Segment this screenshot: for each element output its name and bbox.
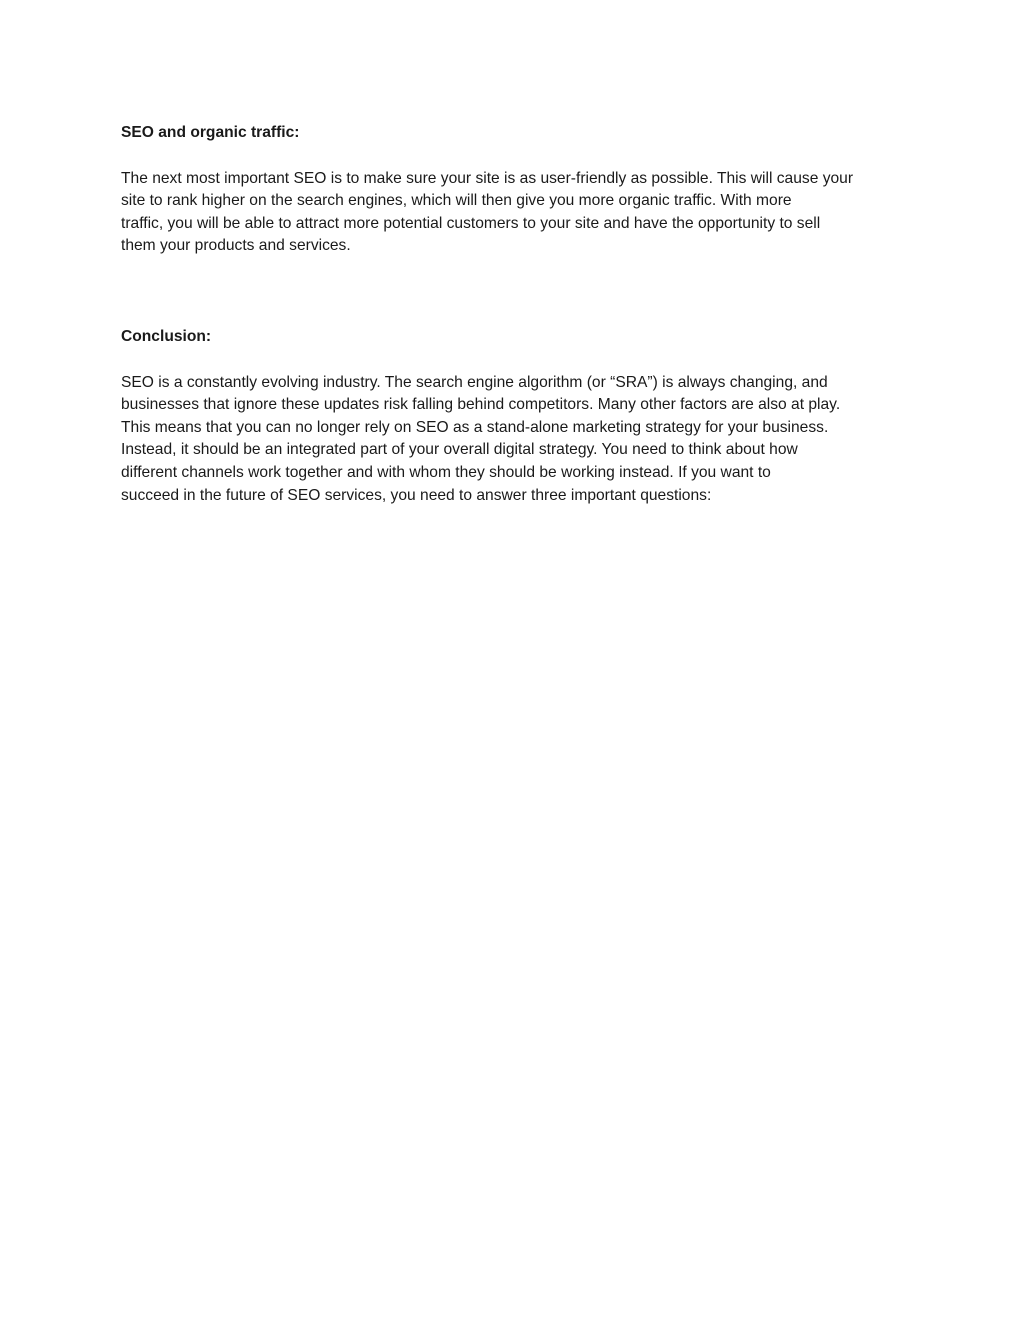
paragraph-line: This means that you can no longer rely on SEO as a stand-alone marketing strategy for your business. [121, 418, 829, 436]
section-conclusion [121, 326, 911, 507]
paragraph-line: traffic, you will be able to attract more potential customers to your site and have the opportunity to sell [121, 214, 821, 232]
paragraph-line: Instead, it should be an integrated part of your overall digital strategy. You need to think about how [121, 441, 798, 459]
paragraph-line: SEO is a constantly evolving industry. The search engine algorithm (or “SRA”) is always changing, and [121, 373, 828, 391]
section-paragraph [121, 372, 911, 508]
paragraph-line: The next most important SEO is to make sure your site is as user-friendly as possible. This will cause your [121, 169, 854, 187]
paragraph-line: site to rank higher on the search engines, which will then give you more organic traffic. With more [121, 192, 792, 210]
paragraph-line: them your products and services. [121, 237, 351, 255]
document-body [121, 122, 911, 507]
section-heading: Conclusion: [121, 327, 212, 345]
section-seo-organic-traffic [121, 122, 911, 258]
paragraph-line: businesses that ignore these updates risk falling behind competitors. Many other factors are also at play. [121, 396, 841, 414]
paragraph-line: different channels work together and with whom they should be working instead. If you want to [121, 463, 771, 481]
paragraph-line: succeed in the future of SEO services, you need to answer three important questions: [121, 486, 712, 504]
section-heading: SEO and organic traffic: [121, 124, 300, 141]
section-paragraph [121, 168, 911, 258]
